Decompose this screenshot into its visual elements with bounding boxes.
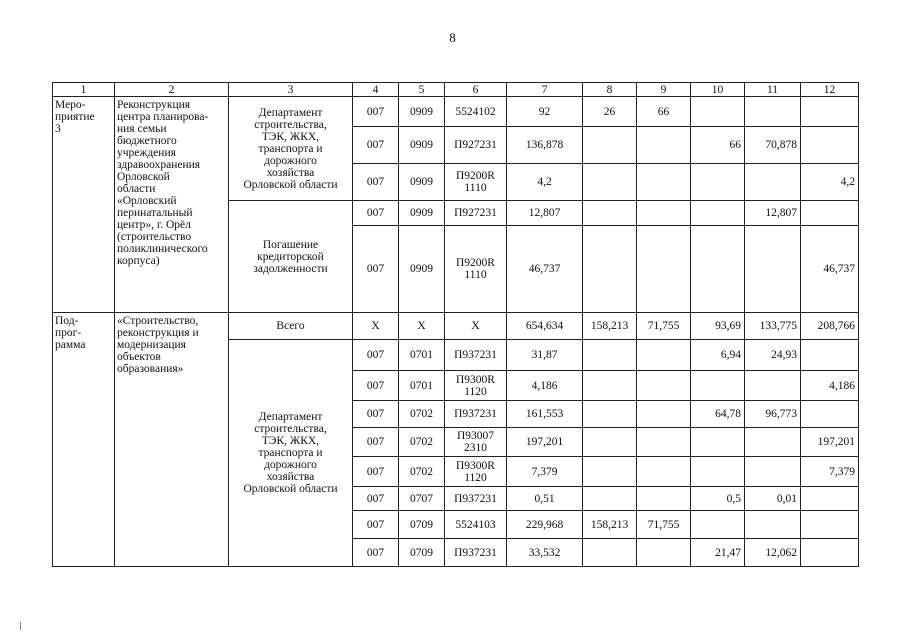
table-cell: 0909 <box>399 97 445 127</box>
column-header: 4 <box>353 83 399 97</box>
table-cell: 33,532 <box>507 539 583 567</box>
table-cell: 007 <box>353 401 399 428</box>
table-cell: 007 <box>353 340 399 371</box>
section-code: Под- прог- рамма <box>53 313 115 567</box>
table-cell: 66 <box>637 97 691 127</box>
table-cell <box>691 428 745 457</box>
table-cell: 197,201 <box>801 428 859 457</box>
table-cell: 71,755 <box>637 313 691 340</box>
table-cell: 0709 <box>399 511 445 539</box>
table-cell: 12,807 <box>745 201 801 226</box>
table-cell: Х <box>399 313 445 340</box>
table-cell <box>745 226 801 313</box>
table-cell: 654,634 <box>507 313 583 340</box>
table-cell: 007 <box>353 539 399 567</box>
department-cell: Департамент строительства, ТЭК, ЖКХ, транспорта и дорожного хозяйства Орловской области <box>229 340 353 567</box>
table-cell: П937231 <box>445 401 507 428</box>
table-cell: 70,878 <box>745 127 801 164</box>
table-cell: 0,51 <box>507 487 583 511</box>
table-row <box>53 313 859 340</box>
section-title: Реконструкция центра планирова- ния семьи бюджетного учреждения здравоохранения Орловской области «Орловский перинатальный центр», г. Орёл (строительство поликлинического корпуса) <box>115 97 229 313</box>
table-cell: 0,01 <box>745 487 801 511</box>
table-cell: Х <box>353 313 399 340</box>
table-cell <box>583 164 637 201</box>
table-cell: П937231 <box>445 539 507 567</box>
table-cell: 12,062 <box>745 539 801 567</box>
table-cell <box>583 340 637 371</box>
table-cell: 161,553 <box>507 401 583 428</box>
table-cell <box>801 487 859 511</box>
table-cell: П9300R 1120 <box>445 371 507 401</box>
column-header: 6 <box>445 83 507 97</box>
table-cell <box>637 428 691 457</box>
debt-cell: Погашение кредиторской задолженности <box>229 201 353 313</box>
department-cell: Департамент строительства, ТЭК, ЖКХ, транспорта и дорожного хозяйства Орловской области <box>229 97 353 201</box>
column-header: 2 <box>115 83 229 97</box>
column-header: 7 <box>507 83 583 97</box>
table-cell: 26 <box>583 97 637 127</box>
table-cell: 4,186 <box>801 371 859 401</box>
table-cell: Х <box>445 313 507 340</box>
table-cell <box>691 371 745 401</box>
column-header: 9 <box>637 83 691 97</box>
table-cell <box>691 201 745 226</box>
table-cell: 158,213 <box>583 313 637 340</box>
column-header: 12 <box>801 83 859 97</box>
column-header: 1 <box>53 83 115 97</box>
table-cell: 46,737 <box>801 226 859 313</box>
table-cell: П927231 <box>445 201 507 226</box>
table-cell <box>583 401 637 428</box>
column-header: 11 <box>745 83 801 97</box>
table-cell: 0702 <box>399 401 445 428</box>
table-cell: 136,878 <box>507 127 583 164</box>
table-cell: 31,87 <box>507 340 583 371</box>
total-label: Всего <box>229 313 353 340</box>
table-row <box>53 97 859 127</box>
section-title: «Строительство, реконструкция и модернизация объектов образования» <box>115 313 229 567</box>
column-header: 10 <box>691 83 745 97</box>
table-cell <box>691 97 745 127</box>
table-cell <box>801 340 859 371</box>
table-cell: 007 <box>353 487 399 511</box>
table-cell <box>583 457 637 487</box>
table-cell: 197,201 <box>507 428 583 457</box>
table-cell: 0702 <box>399 457 445 487</box>
table-cell <box>583 428 637 457</box>
table-cell: П93007 2310 <box>445 428 507 457</box>
table-cell <box>583 539 637 567</box>
table-cell: 46,737 <box>507 226 583 313</box>
table-cell <box>637 371 691 401</box>
table-cell <box>801 539 859 567</box>
table-cell: П9300R 1120 <box>445 457 507 487</box>
table-cell: 66 <box>691 127 745 164</box>
table-cell <box>637 401 691 428</box>
table-cell: 007 <box>353 428 399 457</box>
table-cell: П9200R 1110 <box>445 164 507 201</box>
table-cell <box>801 401 859 428</box>
table-cell: 12,807 <box>507 201 583 226</box>
table-cell: 229,968 <box>507 511 583 539</box>
table-cell: 0702 <box>399 428 445 457</box>
table-cell: 5524102 <box>445 97 507 127</box>
table-cell: 7,379 <box>507 457 583 487</box>
table-cell: 7,379 <box>801 457 859 487</box>
table-cell: 92 <box>507 97 583 127</box>
column-header: 3 <box>229 83 353 97</box>
table-cell <box>801 97 859 127</box>
table-cell: 4,2 <box>801 164 859 201</box>
table-cell: 0,5 <box>691 487 745 511</box>
table-cell: 133,775 <box>745 313 801 340</box>
budget-table <box>52 82 859 567</box>
table-cell <box>637 201 691 226</box>
table-cell: 0909 <box>399 226 445 313</box>
table-cell <box>801 127 859 164</box>
table-cell <box>583 487 637 511</box>
table-cell <box>583 226 637 313</box>
table-cell: 007 <box>353 371 399 401</box>
table-cell <box>745 511 801 539</box>
table-cell: 64,78 <box>691 401 745 428</box>
table-cell: П937231 <box>445 340 507 371</box>
table-cell <box>637 539 691 567</box>
table-cell: 208,766 <box>801 313 859 340</box>
table-cell: 71,755 <box>637 511 691 539</box>
header-row <box>53 83 859 97</box>
page-number: 8 <box>449 30 456 45</box>
table-cell <box>745 164 801 201</box>
table-cell <box>637 457 691 487</box>
table-cell <box>583 127 637 164</box>
table-cell <box>801 201 859 226</box>
table-cell <box>691 457 745 487</box>
table-cell: П9200R 1110 <box>445 226 507 313</box>
table-cell: 0909 <box>399 201 445 226</box>
table-cell <box>745 97 801 127</box>
table-cell: 96,773 <box>745 401 801 428</box>
table-cell: 0701 <box>399 340 445 371</box>
table-cell: П937231 <box>445 487 507 511</box>
table-cell: 007 <box>353 201 399 226</box>
table-cell: 5524103 <box>445 511 507 539</box>
table-cell: 21,47 <box>691 539 745 567</box>
table-cell <box>691 164 745 201</box>
scan-mark <box>20 622 23 630</box>
table-cell: 007 <box>353 97 399 127</box>
table-cell: 0909 <box>399 164 445 201</box>
table-cell <box>801 511 859 539</box>
table-cell: 158,213 <box>583 511 637 539</box>
table-cell: П927231 <box>445 127 507 164</box>
table-cell: 007 <box>353 164 399 201</box>
table-cell: 0909 <box>399 127 445 164</box>
table-cell: 0707 <box>399 487 445 511</box>
table-cell <box>637 340 691 371</box>
table-cell <box>691 226 745 313</box>
table-cell: 6,94 <box>691 340 745 371</box>
column-header: 5 <box>399 83 445 97</box>
table-cell: 0709 <box>399 539 445 567</box>
table-cell <box>745 371 801 401</box>
column-header: 8 <box>583 83 637 97</box>
table-cell <box>745 428 801 457</box>
table-cell: 93,69 <box>691 313 745 340</box>
table-cell: 4,2 <box>507 164 583 201</box>
table-cell <box>691 511 745 539</box>
table-cell: 007 <box>353 127 399 164</box>
table-cell: 4,186 <box>507 371 583 401</box>
section-code: Меро- приятие 3 <box>53 97 115 313</box>
table-cell: 007 <box>353 226 399 313</box>
table-cell: 0701 <box>399 371 445 401</box>
table-cell <box>583 371 637 401</box>
table-cell <box>637 164 691 201</box>
table-cell <box>637 487 691 511</box>
table-cell <box>745 457 801 487</box>
table-cell: 007 <box>353 457 399 487</box>
table-cell <box>583 201 637 226</box>
table-cell: 24,93 <box>745 340 801 371</box>
table-cell: 007 <box>353 511 399 539</box>
table-cell <box>637 127 691 164</box>
table-cell <box>637 226 691 313</box>
